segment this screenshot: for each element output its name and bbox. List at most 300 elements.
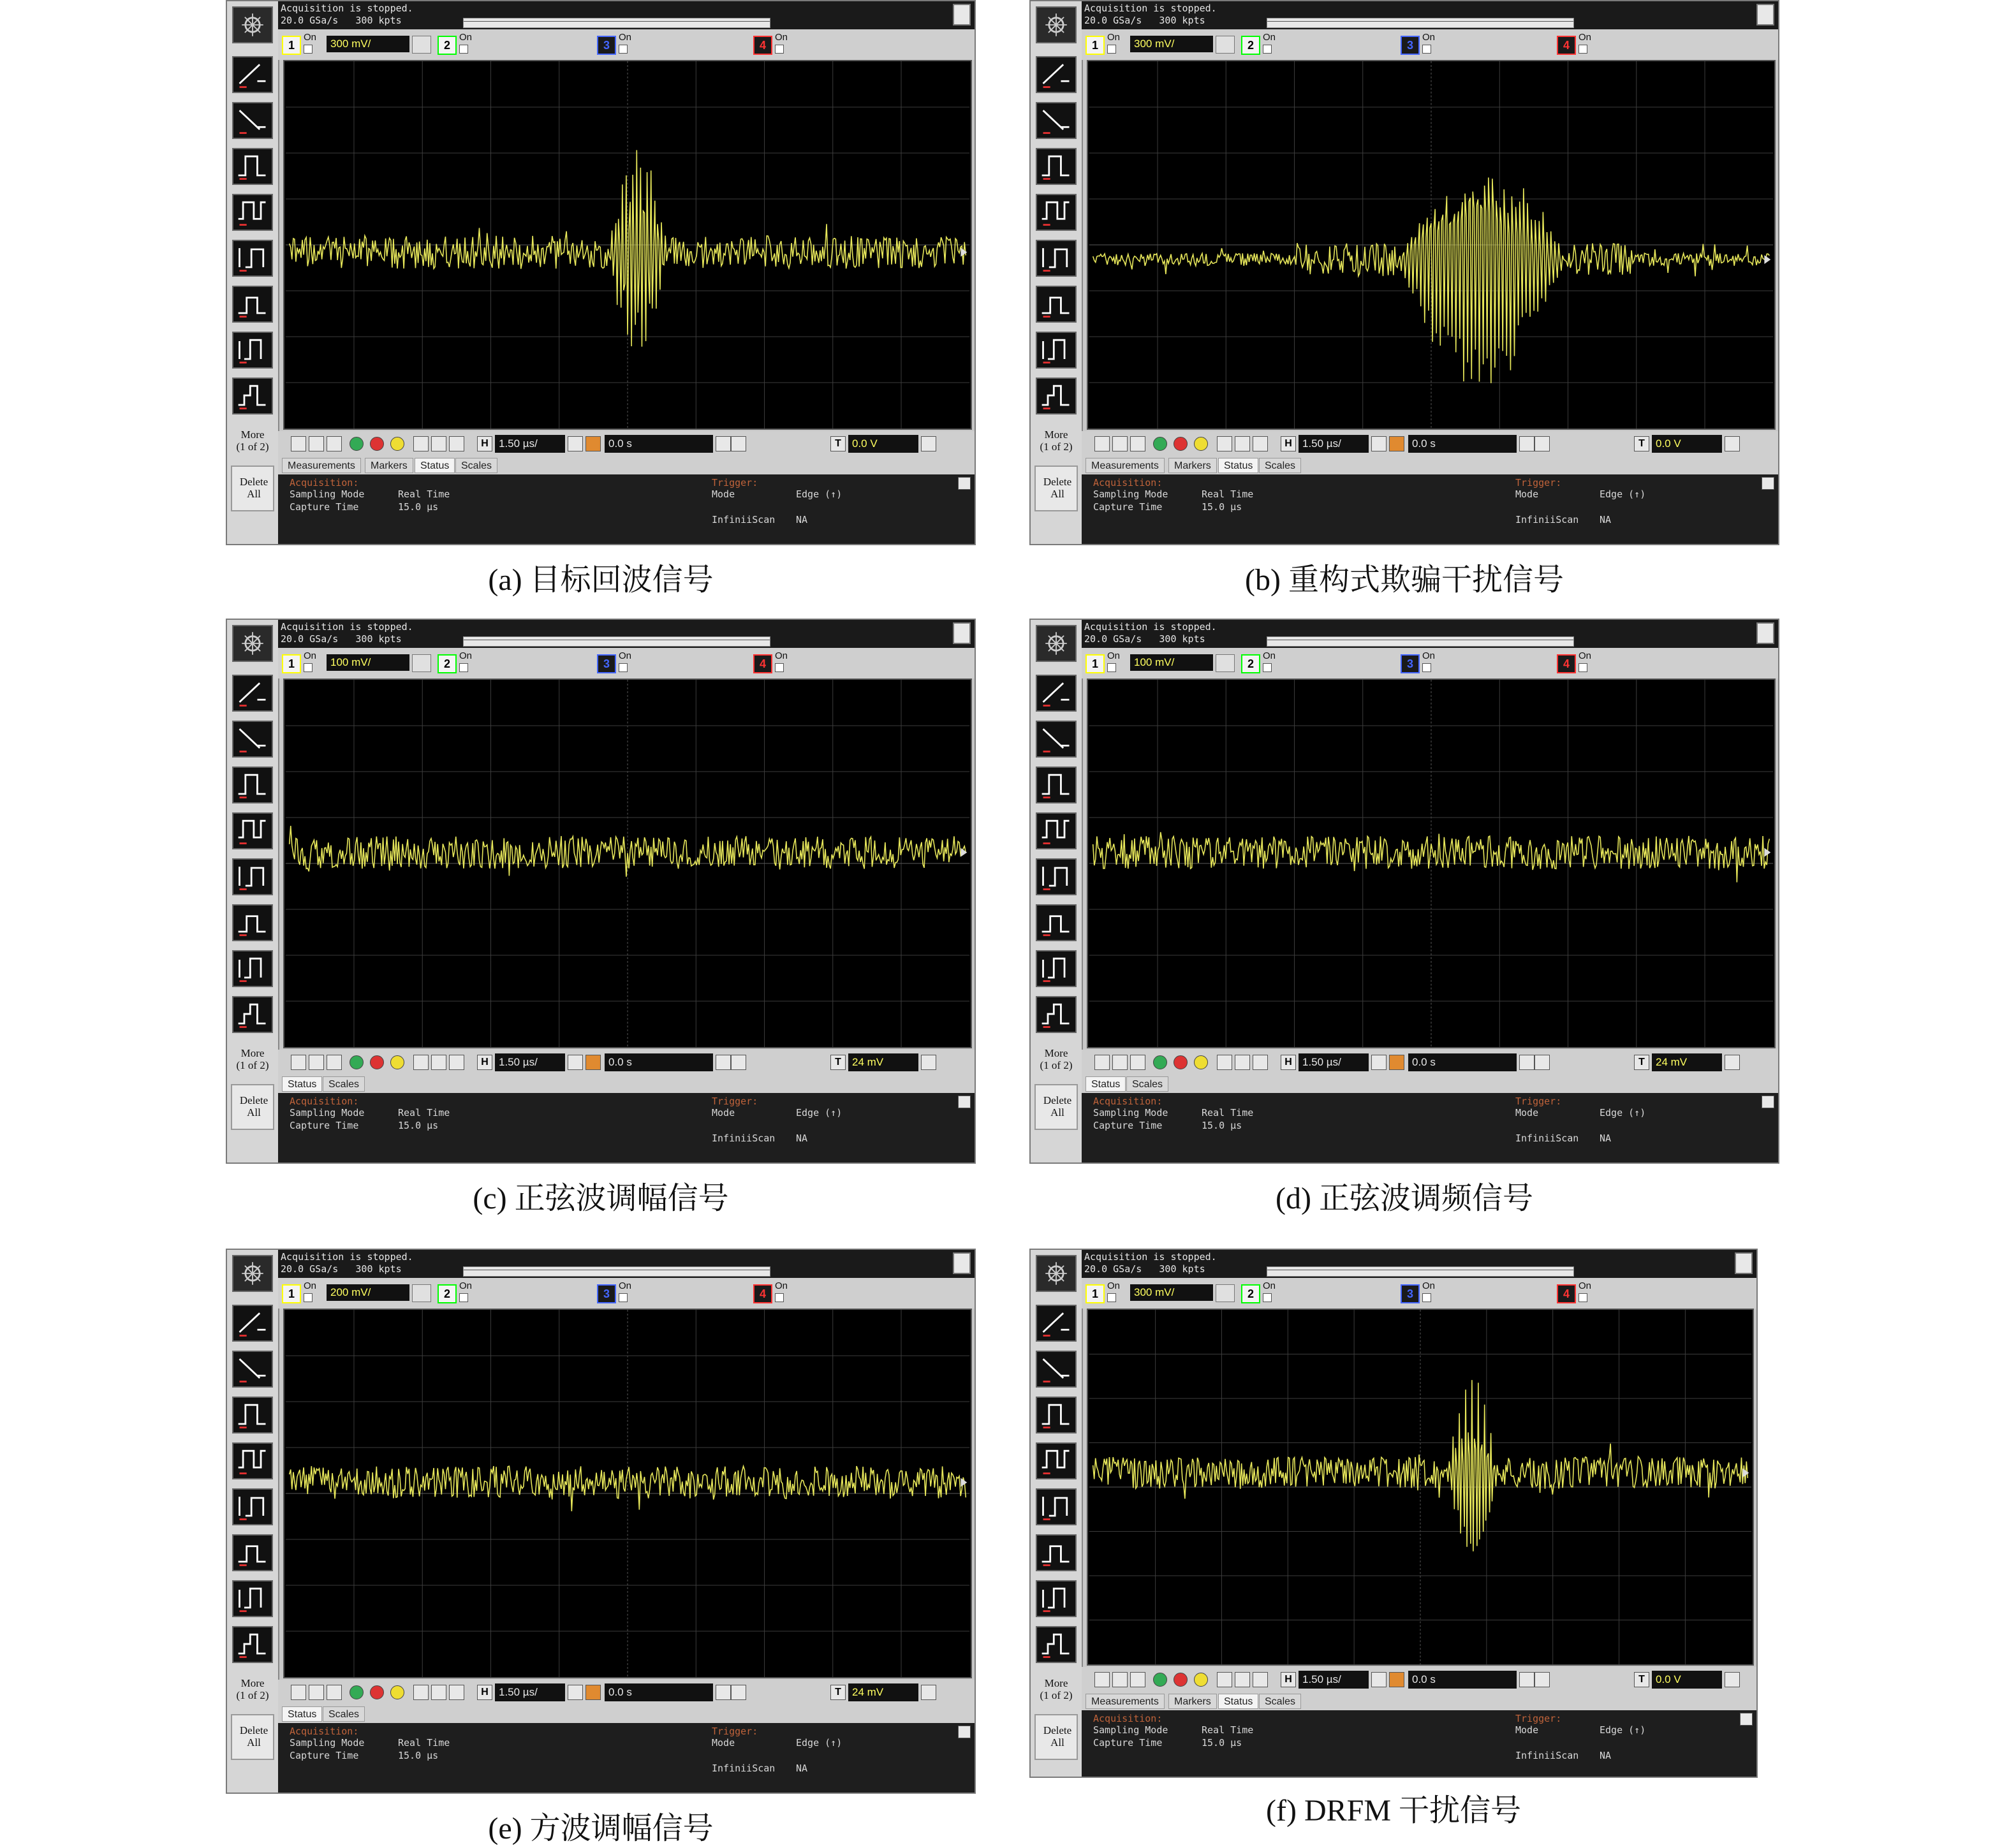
panel-caption: (d) 正弦波调频信号 (1276, 1182, 1533, 1215)
delay-zero-button[interactable] (1534, 1055, 1550, 1070)
print-icon[interactable] (1217, 436, 1232, 451)
sample-rate-text: 20.0 GSa/s 300 kpts (281, 633, 402, 645)
channel-2-on-checkbox[interactable] (459, 45, 468, 54)
brightness-icon[interactable] (1253, 1055, 1268, 1070)
runt-trigger-icon[interactable] (1036, 1534, 1077, 1571)
memory-timeline[interactable] (1267, 18, 1574, 28)
sampling-mode-label: Sampling Mode (290, 1107, 365, 1118)
period-trigger-icon[interactable] (1036, 812, 1077, 849)
memory-timeline[interactable] (1267, 636, 1574, 647)
time-scale-spinner[interactable] (568, 1685, 583, 1700)
period-trigger-icon[interactable] (232, 194, 273, 231)
pulse-width-trigger-icon[interactable] (1036, 148, 1077, 185)
channel-1-scale-field[interactable]: 100 mV/ (1130, 654, 1213, 671)
tab-status[interactable]: Status (1218, 1694, 1258, 1709)
channel-3-on-checkbox[interactable] (1422, 1293, 1431, 1302)
channel-1-button[interactable]: 1 (1085, 654, 1105, 673)
runt-trigger-icon[interactable] (232, 286, 273, 323)
capture-time-label: Capture Time (1093, 501, 1163, 513)
rising-edge-trigger-icon[interactable] (232, 56, 273, 93)
channel-1-scale-spinner[interactable] (412, 36, 431, 54)
channel-1-scale-field[interactable]: 300 mV/ (1130, 36, 1213, 52)
camera-icon[interactable] (431, 436, 446, 451)
trigger-level-spinner[interactable] (921, 1685, 936, 1700)
time-scale-field[interactable]: 1.50 µs/ (495, 1053, 565, 1071)
rising-edge-trigger-icon[interactable] (232, 1305, 273, 1342)
delay-reference-icon[interactable] (585, 436, 601, 451)
channel-1-button[interactable]: 1 (1085, 36, 1105, 55)
zoom-icon[interactable] (291, 436, 306, 451)
pulse-width-trigger-icon[interactable] (1036, 766, 1077, 803)
infiniscan-label: InfiniiScan (712, 1133, 776, 1144)
channel-2-on-checkbox[interactable] (459, 1293, 468, 1302)
channel-4-button[interactable]: 4 (753, 1284, 772, 1303)
channel-3-on-checkbox[interactable] (619, 45, 628, 54)
delay-left-button[interactable] (1519, 1672, 1534, 1687)
falling-edge-trigger-icon[interactable] (232, 1351, 273, 1388)
settings-icon[interactable] (1130, 1055, 1145, 1070)
print-icon[interactable] (1217, 1672, 1232, 1687)
delay-zero-button[interactable] (1534, 436, 1550, 451)
trigger-level-field[interactable]: 24 mV (848, 1683, 918, 1701)
channel-3-button[interactable]: 3 (1401, 1284, 1420, 1303)
channel-1-scale-spinner[interactable] (1216, 36, 1235, 54)
camera-icon[interactable] (431, 1685, 446, 1700)
channel-1-scale-spinner[interactable] (1216, 1284, 1235, 1302)
channel-bar (278, 1278, 975, 1309)
tab-markers[interactable]: Markers (365, 458, 413, 473)
channel-1-button[interactable]: 1 (282, 654, 301, 673)
camera-icon[interactable] (1235, 1672, 1250, 1687)
channel-1-trace (1093, 177, 1770, 383)
trigger-label: T (830, 436, 846, 451)
trigger-level-spinner[interactable] (1725, 436, 1740, 451)
falling-edge-trigger-icon[interactable] (1036, 102, 1077, 139)
auto-scale-icon[interactable] (309, 1685, 324, 1700)
run-button[interactable] (350, 437, 364, 451)
sample-rate-text: 20.0 GSa/s 300 kpts (1084, 15, 1205, 26)
setup-hold-trigger-icon[interactable] (232, 858, 273, 895)
glitch-trigger-icon[interactable] (1036, 1626, 1077, 1663)
delay-zero-button[interactable] (731, 1055, 746, 1070)
memory-timeline[interactable] (463, 18, 770, 28)
minimize-button[interactable] (953, 622, 971, 644)
help-icon[interactable] (958, 1726, 971, 1738)
channel-2-button[interactable]: 2 (1241, 36, 1260, 55)
delay-reference-icon[interactable] (1389, 1672, 1404, 1687)
sampling-mode-label: Sampling Mode (290, 1737, 365, 1749)
channel-2-on-checkbox[interactable] (1263, 45, 1272, 54)
help-icon[interactable] (958, 477, 971, 490)
capture-time-value: 15.0 µs (398, 1120, 439, 1131)
time-scale-field[interactable]: 1.50 µs/ (1299, 1053, 1369, 1071)
channel-2-button[interactable]: 2 (438, 1284, 457, 1303)
channel-4-on-checkbox[interactable] (1578, 1293, 1587, 1302)
time-scale-spinner[interactable] (568, 436, 583, 451)
channel-3-on-checkbox[interactable] (1422, 45, 1431, 54)
run-button[interactable] (350, 1055, 364, 1069)
setup-hold-trigger-icon[interactable] (1036, 858, 1077, 895)
delay-reference-icon[interactable] (585, 1685, 601, 1700)
delay-field[interactable]: 0.0 s (605, 435, 713, 453)
stop-button[interactable] (1174, 437, 1188, 451)
memory-timeline[interactable] (463, 1266, 770, 1277)
channel-1-button[interactable]: 1 (1085, 1284, 1105, 1303)
channel-4-on-checkbox[interactable] (775, 45, 784, 54)
glitch-trigger-icon[interactable] (232, 996, 273, 1033)
print-icon[interactable] (413, 436, 429, 451)
channel-4-on-checkbox[interactable] (1578, 663, 1587, 672)
channel-3-button[interactable]: 3 (1401, 654, 1420, 673)
help-icon[interactable] (1762, 477, 1774, 490)
channel-2-on-checkbox[interactable] (1263, 1293, 1272, 1302)
delay-left-button[interactable] (1519, 1055, 1534, 1070)
channel-2-button[interactable]: 2 (438, 36, 457, 55)
auto-scale-icon[interactable] (309, 436, 324, 451)
setup-hold-trigger-icon[interactable] (1036, 1488, 1077, 1525)
trigger-label: T (830, 1685, 846, 1700)
trigger-level-field[interactable]: 0.0 V (1652, 1671, 1722, 1689)
trigger-mode-value: Edge (↑) (1600, 488, 1646, 500)
settings-icon[interactable] (327, 1685, 342, 1700)
delay-zero-button[interactable] (731, 436, 746, 451)
timeout-trigger-icon[interactable] (1036, 950, 1077, 987)
time-scale-spinner[interactable] (1371, 1055, 1387, 1070)
delete-all-button[interactable] (231, 1084, 274, 1130)
help-icon[interactable] (1740, 1713, 1753, 1726)
more-button-label[interactable]: More (1044, 1047, 1068, 1059)
settings-icon[interactable] (1130, 1672, 1145, 1687)
period-trigger-icon[interactable] (1036, 1442, 1077, 1479)
delete-all-button[interactable] (231, 466, 274, 511)
trigger-level-spinner[interactable] (1725, 1055, 1740, 1070)
channel-4-button[interactable]: 4 (1557, 654, 1576, 673)
channel-4-button[interactable]: 4 (753, 36, 772, 55)
delay-zero-button[interactable] (1534, 1672, 1550, 1687)
delay-left-button[interactable] (1519, 436, 1534, 451)
run-button[interactable] (1153, 437, 1167, 451)
stop-button[interactable] (370, 437, 384, 451)
minimize-button[interactable] (1735, 1252, 1753, 1274)
trigger-level-spinner[interactable] (1725, 1672, 1740, 1687)
run-button[interactable] (1153, 1055, 1167, 1069)
more-button-label[interactable]: More (1044, 429, 1068, 441)
single-button[interactable] (1194, 1055, 1208, 1069)
delete-all-button[interactable] (1034, 466, 1078, 511)
pulse-width-trigger-icon[interactable] (232, 1397, 273, 1434)
time-scale-field[interactable]: 1.50 µs/ (1299, 1671, 1369, 1689)
delay-left-button[interactable] (716, 1055, 731, 1070)
single-button[interactable] (390, 437, 404, 451)
auto-scale-icon[interactable] (309, 1055, 324, 1070)
channel-2-on-checkbox[interactable] (1263, 663, 1272, 672)
channel-4-on-checkbox[interactable] (1578, 45, 1587, 54)
trigger-level-field[interactable]: 0.0 V (1652, 435, 1722, 453)
settings-icon[interactable] (1130, 436, 1145, 451)
help-icon[interactable] (958, 1096, 971, 1108)
delay-field[interactable]: 0.0 s (605, 1683, 713, 1701)
brightness-icon[interactable] (449, 1685, 464, 1700)
more-button-label[interactable]: More (240, 1677, 265, 1689)
channel-4-button[interactable]: 4 (1557, 36, 1576, 55)
delay-left-button[interactable] (716, 436, 731, 451)
camera-icon[interactable] (1235, 436, 1250, 451)
tab-status[interactable]: Status (282, 1076, 322, 1092)
single-button[interactable] (390, 1055, 404, 1069)
camera-icon[interactable] (431, 1055, 446, 1070)
runt-trigger-icon[interactable] (232, 904, 273, 941)
time-scale-field[interactable]: 1.50 µs/ (495, 1683, 565, 1701)
channel-4-on-checkbox[interactable] (775, 1293, 784, 1302)
stop-button[interactable] (370, 1055, 384, 1069)
channel-1-button[interactable]: 1 (282, 36, 301, 55)
auto-scale-icon[interactable] (1112, 1672, 1128, 1687)
minimize-button[interactable] (1756, 4, 1774, 26)
print-icon[interactable] (1217, 1055, 1232, 1070)
tool-sidebar (227, 620, 279, 1162)
sampling-mode-value: Real Time (398, 488, 450, 500)
channel-1-scale-field[interactable]: 300 mV/ (1130, 1284, 1213, 1301)
tab-markers[interactable]: Markers (1168, 1694, 1217, 1709)
channel-1-scale-field[interactable]: 100 mV/ (327, 654, 409, 671)
setup-hold-trigger-icon[interactable] (1036, 240, 1077, 277)
channel-bar (278, 29, 975, 60)
channel-4-button[interactable]: 4 (753, 654, 772, 673)
time-scale-spinner[interactable] (1371, 436, 1387, 451)
time-scale-field[interactable]: 1.50 µs/ (495, 435, 565, 453)
trigger-level-spinner[interactable] (921, 1055, 936, 1070)
status-pane (1082, 1093, 1778, 1162)
channel-on-label: On (1263, 32, 1276, 43)
channel-1-on-checkbox[interactable] (1107, 663, 1116, 672)
infiniscan-label: InfiniiScan (1515, 1133, 1579, 1144)
runt-trigger-icon[interactable] (232, 1534, 273, 1571)
time-scale-field[interactable]: 1.50 µs/ (1299, 435, 1369, 453)
channel-1-on-checkbox[interactable] (1107, 45, 1116, 54)
sampling-mode-value: Real Time (1202, 488, 1254, 500)
acquisition-bar (1082, 620, 1778, 648)
channel-3-on-checkbox[interactable] (619, 1293, 628, 1302)
tab-scales[interactable]: Scales (455, 458, 497, 473)
delay-field[interactable]: 0.0 s (1408, 435, 1517, 453)
auto-scale-icon[interactable] (1112, 436, 1128, 451)
timeout-trigger-icon[interactable] (232, 950, 273, 987)
waveform-display (283, 60, 972, 430)
delay-field[interactable]: 0.0 s (1408, 1053, 1517, 1071)
glitch-trigger-icon[interactable] (1036, 378, 1077, 414)
sampling-mode-label: Sampling Mode (1093, 1724, 1168, 1736)
channel-4-on-checkbox[interactable] (775, 663, 784, 672)
tab-scales[interactable]: Scales (1259, 458, 1301, 473)
auto-scale-icon[interactable] (1112, 1055, 1128, 1070)
channel-bar (278, 648, 975, 678)
trigger-level-spinner[interactable] (921, 436, 936, 451)
capture-time-label: Capture Time (290, 1120, 359, 1131)
channel-1-on-checkbox[interactable] (304, 45, 313, 54)
trigger-mode-label: Mode (1515, 488, 1539, 500)
pulse-width-trigger-icon[interactable] (1036, 1397, 1077, 1434)
falling-edge-trigger-icon[interactable] (1036, 1351, 1077, 1388)
channel-3-button[interactable]: 3 (597, 36, 616, 55)
channel-3-button[interactable]: 3 (597, 1284, 616, 1303)
panel-caption: (a) 目标回波信号 (488, 563, 714, 597)
tab-scales[interactable]: Scales (1126, 1076, 1168, 1092)
runt-trigger-icon[interactable] (1036, 286, 1077, 323)
camera-icon[interactable] (1235, 1055, 1250, 1070)
tab-status[interactable]: Status (1085, 1076, 1126, 1092)
rising-edge-trigger-icon[interactable] (1036, 1305, 1077, 1342)
zoom-icon[interactable] (1094, 1672, 1110, 1687)
memory-timeline[interactable] (1267, 1266, 1574, 1277)
channel-1-scale-spinner[interactable] (412, 1284, 431, 1302)
tab-markers[interactable]: Markers (1168, 458, 1217, 473)
delay-reference-icon[interactable] (1389, 436, 1404, 451)
stop-button[interactable] (370, 1685, 384, 1699)
channel-1-scale-spinner[interactable] (412, 654, 431, 672)
channel-1-scale-spinner[interactable] (1216, 654, 1235, 672)
zoom-icon[interactable] (1094, 1055, 1110, 1070)
setup-hold-trigger-icon[interactable] (232, 1488, 273, 1525)
help-icon[interactable] (1762, 1096, 1774, 1108)
tab-scales[interactable]: Scales (323, 1076, 365, 1092)
print-icon[interactable] (413, 1685, 429, 1700)
period-trigger-icon[interactable] (232, 1442, 273, 1479)
time-scale-spinner[interactable] (1371, 1672, 1387, 1687)
more-button-label[interactable]: More (1044, 1677, 1068, 1689)
memory-timeline[interactable] (463, 636, 770, 647)
runt-trigger-icon[interactable] (1036, 904, 1077, 941)
glitch-trigger-icon[interactable] (1036, 996, 1077, 1033)
delete-all-button[interactable] (231, 1714, 274, 1760)
panel-a (226, 0, 976, 597)
falling-edge-trigger-icon[interactable] (232, 721, 273, 758)
glitch-trigger-icon[interactable] (232, 378, 273, 414)
channel-3-button[interactable]: 3 (1401, 36, 1420, 55)
delete-all-label: All (247, 1106, 261, 1118)
trigger-level-marker-icon[interactable] (960, 848, 967, 857)
period-trigger-icon[interactable] (1036, 194, 1077, 231)
channel-1-on-checkbox[interactable] (304, 1293, 313, 1302)
falling-edge-trigger-icon[interactable] (232, 102, 273, 139)
channel-2-button[interactable]: 2 (1241, 1284, 1260, 1303)
trigger-mode-value: Edge (↑) (796, 488, 843, 500)
brightness-icon[interactable] (1253, 436, 1268, 451)
minimize-button[interactable] (953, 4, 971, 26)
waveform-grid (284, 680, 971, 1047)
timeout-trigger-icon[interactable] (232, 332, 273, 369)
print-icon[interactable] (413, 1055, 429, 1070)
channel-1-scale-field[interactable]: 200 mV/ (327, 1284, 409, 1301)
falling-edge-trigger-icon[interactable] (1036, 721, 1077, 758)
brightness-icon[interactable] (449, 436, 464, 451)
tab-status[interactable]: Status (415, 458, 455, 473)
trigger-mode-value: Edge (↑) (796, 1107, 843, 1118)
tab-scales[interactable]: Scales (1259, 1694, 1301, 1709)
pulse-width-trigger-icon[interactable] (232, 148, 273, 185)
channel-3-button[interactable]: 3 (597, 654, 616, 673)
channel-2-button[interactable]: 2 (438, 654, 457, 673)
rising-edge-trigger-icon[interactable] (232, 675, 273, 712)
channel-3-on-checkbox[interactable] (1422, 663, 1431, 672)
trigger-level-field[interactable]: 24 mV (848, 1053, 918, 1071)
delay-field[interactable]: 0.0 s (1408, 1671, 1517, 1689)
settings-icon[interactable] (327, 1055, 342, 1070)
tab-scales[interactable]: Scales (323, 1706, 365, 1722)
single-button[interactable] (1194, 1673, 1208, 1687)
tab-status[interactable]: Status (282, 1706, 322, 1722)
channel-on-label: On (1107, 650, 1121, 661)
trigger-level-marker-icon[interactable] (1764, 255, 1770, 264)
rising-edge-trigger-icon[interactable] (1036, 675, 1077, 712)
timeout-trigger-icon[interactable] (232, 1580, 273, 1617)
stop-button[interactable] (1174, 1055, 1188, 1069)
tab-measurements[interactable]: Measurements (1085, 458, 1165, 473)
delete-all-button[interactable] (1034, 1084, 1078, 1130)
zoom-icon[interactable] (291, 1685, 306, 1700)
delay-zero-button[interactable] (731, 1685, 746, 1700)
run-button[interactable] (1153, 1673, 1167, 1687)
delay-field[interactable]: 0.0 s (605, 1053, 713, 1071)
single-button[interactable] (1194, 437, 1208, 451)
minimize-button[interactable] (953, 1252, 971, 1274)
trigger-level-field[interactable]: 0.0 V (848, 435, 918, 453)
tab-measurements[interactable]: Measurements (1085, 1694, 1165, 1709)
channel-1-on-checkbox[interactable] (1107, 1293, 1116, 1302)
brightness-icon[interactable] (1253, 1672, 1268, 1687)
trigger-level-field[interactable]: 24 mV (1652, 1053, 1722, 1071)
rising-edge-trigger-icon[interactable] (1036, 56, 1077, 93)
glitch-trigger-icon[interactable] (232, 1626, 273, 1663)
stop-button[interactable] (1174, 1673, 1188, 1687)
trigger-mode-label: Mode (712, 1107, 735, 1118)
channel-4-button[interactable]: 4 (1557, 1284, 1576, 1303)
zoom-icon[interactable] (1094, 436, 1110, 451)
time-scale-spinner[interactable] (568, 1055, 583, 1070)
horizontal-label: H (1281, 1672, 1296, 1687)
settings-icon[interactable] (327, 436, 342, 451)
timeout-trigger-icon[interactable] (1036, 1580, 1077, 1617)
delay-reference-icon[interactable] (1389, 1055, 1404, 1070)
brightness-icon[interactable] (449, 1055, 464, 1070)
more-button-label[interactable]: More (240, 1047, 265, 1059)
channel-2-button[interactable]: 2 (1241, 654, 1260, 673)
channel-1-on-checkbox[interactable] (304, 663, 313, 672)
sampling-mode-value: Real Time (398, 1107, 450, 1118)
minimize-button[interactable] (1756, 622, 1774, 644)
zoom-icon[interactable] (291, 1055, 306, 1070)
channel-3-on-checkbox[interactable] (619, 663, 628, 672)
channel-1-scale-field[interactable]: 300 mV/ (327, 36, 409, 52)
acquisition-status (281, 1251, 413, 1275)
channel-1-button[interactable]: 1 (282, 1284, 301, 1303)
tab-measurements[interactable]: Measurements (282, 458, 361, 473)
channel-2-on-checkbox[interactable] (459, 663, 468, 672)
pulse-width-trigger-icon[interactable] (232, 766, 273, 803)
setup-hold-trigger-icon[interactable] (232, 240, 273, 277)
period-trigger-icon[interactable] (232, 812, 273, 849)
delete-all-button[interactable] (1034, 1714, 1078, 1760)
delay-reference-icon[interactable] (585, 1055, 601, 1070)
status-pane (278, 1093, 975, 1162)
delay-left-button[interactable] (716, 1685, 731, 1700)
tab-status[interactable]: Status (1218, 458, 1258, 473)
timeout-trigger-icon[interactable] (1036, 332, 1077, 369)
more-button-label[interactable]: More (240, 429, 265, 441)
run-button[interactable] (350, 1685, 364, 1699)
single-button[interactable] (390, 1685, 404, 1699)
trigger-mode-label: Mode (1515, 1724, 1539, 1736)
channel-on-label: On (1422, 650, 1436, 661)
